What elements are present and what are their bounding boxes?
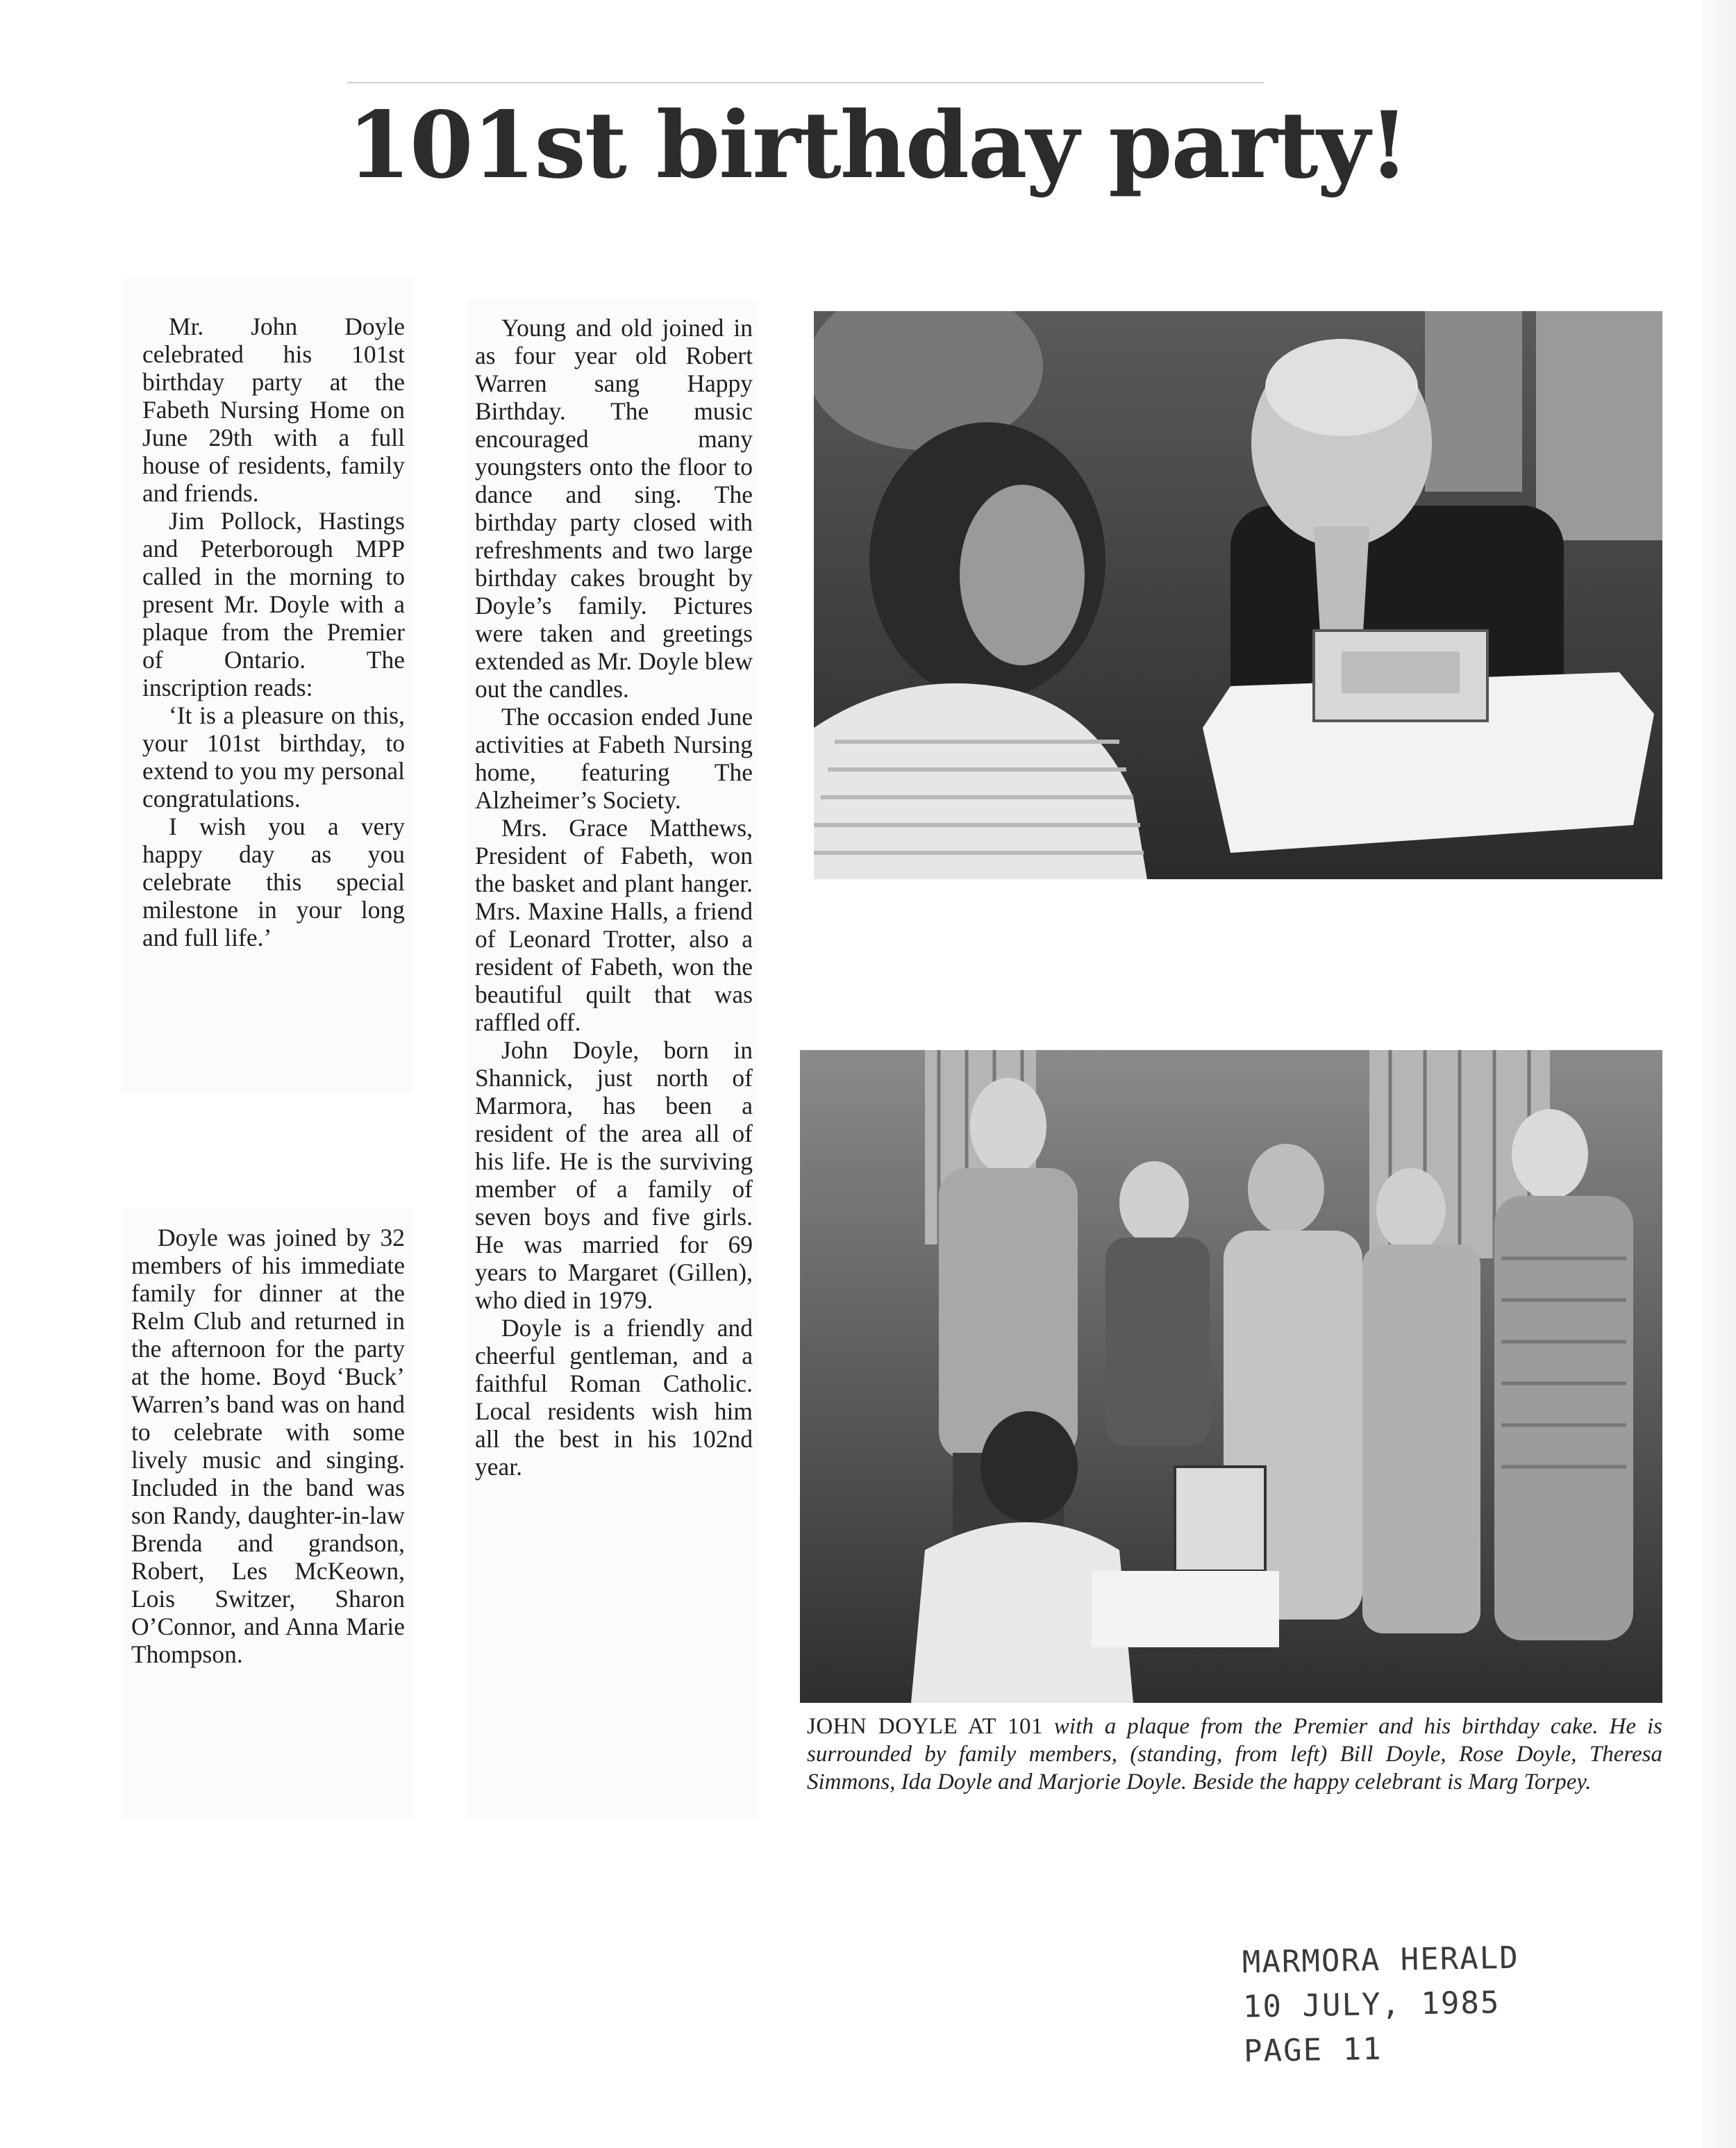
photo-family-group [800, 1050, 1662, 1703]
scan-edge [1703, 0, 1736, 2148]
caption-lead: JOHN DOYLE AT 101 [807, 1714, 1043, 1739]
headline-rule [347, 82, 1264, 83]
article-column-1-top [122, 278, 413, 1094]
paragraph: Doyle is a friendly and cheerful gentleman, and a faithful Roman Catholic. Local residents wish him all the best in his 102nd year. [475, 1314, 753, 1481]
article-headline: 101st birthday party! [347, 92, 1408, 199]
photo-celebrant-with-cake [814, 311, 1662, 879]
paragraph: The occasion ended June activities at Fabeth Nursing home, featuring The Alzheimer’s Society. [475, 703, 753, 814]
handwritten-date: 10 JULY, 1985 [1242, 1985, 1501, 2025]
handwritten-publication: MARMORA HERALD [1242, 1940, 1520, 1981]
photo-caption [807, 1713, 1662, 1796]
paragraph: ‘It is a pleasure on this, your 101st birthday, to extend to you my personal congratulations. [142, 701, 405, 813]
paragraph: Mr. John Doyle celebrated his 101st birthday party at the Fabeth Nursing Home on June 29th with a full house of residents, family and friends. [142, 313, 405, 507]
paragraph: Mrs. Grace Matthews, President of Fabeth, won the basket and plant hanger. Mrs. Maxine Halls, a friend of Leonard Trotter, also a resident of Fabeth, won the beautiful quilt that was raffled off. [475, 814, 753, 1036]
handwritten-page: PAGE 11 [1243, 2031, 1383, 2070]
paragraph: John Doyle, born in Shannick, just north of Marmora, has been a resident of the area all of his life. He is the surviving member of a family of seven boys and five girls. He was married for 69 years to Margaret (Gillen), who died in 1979. [475, 1036, 753, 1314]
handwritten-source-note [1242, 1934, 1605, 2074]
article-column-1-bottom [122, 1208, 413, 1820]
paragraph: Jim Pollock, Hastings and Peterborough MPP called in the morning to present Mr. Doyle with a plaque from the Premier of Ontario. The inscription reads: [142, 507, 405, 701]
caption-text: with a plaque from the Premier and his birthday cake. He is surrounded by family members, (standing, from left) Bill Doyle, Rose Doyle, Theresa Simmons, Ida Doyle and Marjorie Doyle. Beside the happy celebrant is Marg Torpey. [807, 1714, 1663, 1795]
article-column-2 [467, 299, 758, 1820]
paragraph: Doyle was joined by 32 members of his immediate family for dinner at the Relm Club and returned in the afternoon for the party at the home. Boyd ‘Buck’ Warren’s band was on hand to celebrate with some lively music and singing. Included in the band was son Randy, daughter-in-law Brenda and grandson, Robert, Les McKeown, Lois Switzer, Sharon O’Connor, and Anna Marie Thompson. [131, 1224, 405, 1668]
paragraph: I wish you a very happy day as you celebrate this special milestone in your long and full life.’ [142, 813, 405, 951]
paragraph: Young and old joined in as four year old Robert Warren sang Happy Birthday. The music encouraged many youngsters onto the floor to dance and sing. The birthday party closed with refreshments and two large birthday cakes brought by Doyle’s family. Pictures were taken and greetings extended as Mr. Doyle blew out the candles. [475, 314, 753, 703]
